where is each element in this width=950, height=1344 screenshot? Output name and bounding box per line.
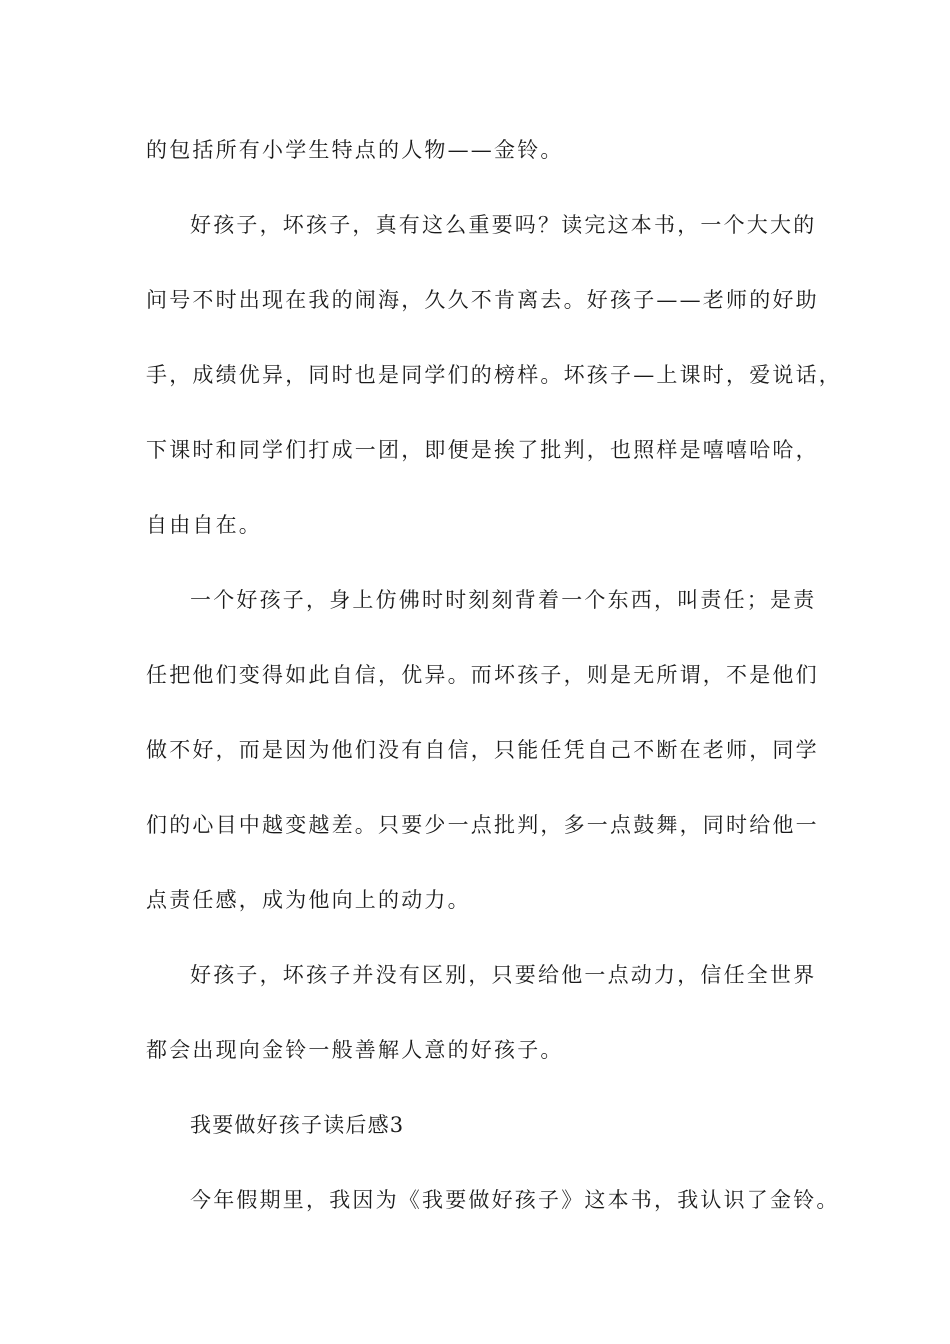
section-heading: 我要做好孩子读后感3 xyxy=(190,1113,405,1137)
paragraph-start-line: 好孩子，坏孩子，真有这么重要吗？读完这本书，一个大大的 xyxy=(190,213,817,237)
text-line: 们的心目中越变越差。只要少一点批判，多一点鼓舞，同时给他一 xyxy=(146,813,819,837)
text-line: 下课时和同学们打成一团，即便是挨了批判，也照样是嘻嘻哈哈， xyxy=(146,438,819,462)
text-line: 的包括所有小学生特点的人物——金铃。 xyxy=(146,138,564,162)
paragraph-start-line: 好孩子，坏孩子并没有区别，只要给他一点动力，信任全世界 xyxy=(190,963,817,987)
text-line: 做不好，而是因为他们没有自信，只能任凭自己不断在老师，同学 xyxy=(146,738,819,762)
text-line: 手，成绩优异，同时也是同学们的榜样。坏孩子—上课时，爱说话， xyxy=(146,363,842,387)
text-line: 任把他们变得如此自信，优异。而坏孩子，则是无所谓，不是他们 xyxy=(146,663,819,687)
paragraph-start-line: 今年假期里，我因为《我要做好孩子》这本书，我认识了金铃。 xyxy=(190,1188,840,1212)
paragraph-start-line: 一个好孩子，身上仿佛时时刻刻背着一个东西，叫责任；是责 xyxy=(190,588,817,612)
text-line: 问号不时出现在我的闹海，久久不肯离去。好孩子——老师的好助 xyxy=(146,288,819,312)
text-line: 点责任感，成为他向上的动力。 xyxy=(146,888,471,912)
text-line: 自由自在。 xyxy=(146,513,262,537)
text-line: 都会出现向金铃一般善解人意的好孩子。 xyxy=(146,1038,564,1062)
